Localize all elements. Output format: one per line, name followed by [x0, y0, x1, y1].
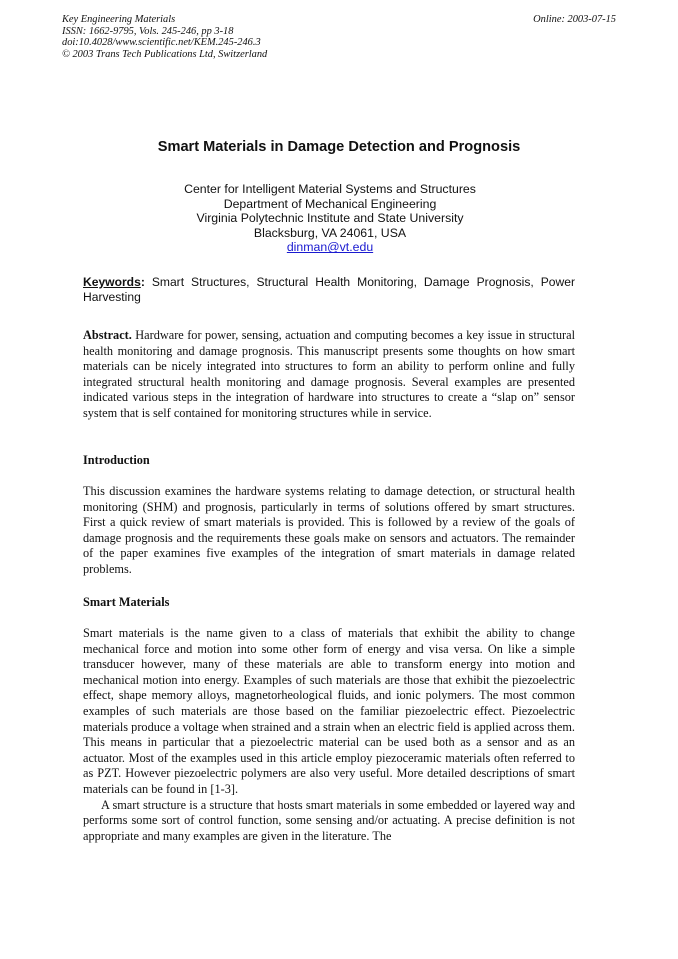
journal-copyright: © 2003 Trans Tech Publications Ltd, Switzerland: [62, 48, 268, 60]
online-date: Online: 2003-07-15: [533, 14, 616, 25]
abstract-text: Hardware for power, sensing, actuation and computing becomes a key issue in structural health monitoring and damage prognosis. This manuscript presents some thoughts on how smart materials can be nicely integrated into structures to form an ability to perform online and fully integrated structural health monitoring and damage prognosis. Several examples are presented indicated various steps in the integration of hardware into structures to create a “slap on” sensor system that is self contained for monitoring structures while in service.: [83, 328, 575, 420]
affiliation-university: Virginia Polytechnic Institute and State University: [196, 211, 464, 226]
smart-materials-section: [83, 626, 575, 844]
journal-issn: ISSN: 1662-9795, Vols. 245-246, pp 3-18: [62, 25, 234, 37]
affiliation-address: Blacksburg, VA 24061, USA: [253, 225, 407, 240]
abstract-section: [83, 328, 575, 422]
journal-header: [62, 14, 267, 60]
introduction-section: [83, 484, 575, 578]
smart-materials-paragraph-1: Smart materials is the name given to a class of materials that exhibit the ability to change mechanical force and motion into some other form of energy and visa versa. On like a simple transducer however, many of these materials are able to transform energy into motion and mechanical motion into energy. Examples of such materials are those that exhibit the piezoelectric effect, shape memory alloys, magnetorheological fluids, and ionic polymers. The most common examples of such materials are those based on the familiar piezoelectric effect. Piezoelectric materials produce a voltage when strained and a strain when an electric field is applied across them. This means in particular that a piezoelectric material can be used both as a sensor and as an actuator. Most of the examples used in this article employ piezoceramic materials often referred to as PZT. However piezoelectric polymers are also very useful. More detailed descriptions of smart materials can be found in [1-3].: [83, 626, 575, 796]
keywords-text: Smart Structures, Structural Health Monitoring, Damage Prognosis, Power Harvesting: [83, 275, 575, 304]
keywords-colon: :: [140, 275, 145, 289]
journal-name: Key Engineering Materials: [62, 14, 176, 25]
smart-materials-paragraph-2: A smart structure is a structure that hosts smart materials in some embedded or layered way and performs some sort of control function, some sensing and/or actuating. A precise definition is not appropriate and many examples are given in the literature. The: [83, 797, 575, 843]
smart-materials-heading: Smart Materials: [83, 595, 170, 609]
affiliation-center: Center for Intelligent Material Systems and Structures: [184, 182, 476, 196]
abstract-label: Abstract.: [83, 328, 132, 342]
journal-doi: doi:10.4028/www.scientific.net/KEM.245-246.3: [62, 37, 261, 48]
introduction-heading: Introduction: [83, 453, 150, 467]
paper-title: Smart Materials in Damage Detection and Prognosis: [157, 139, 521, 155]
keywords-label: Keywords: [83, 275, 141, 289]
affiliation-department: Department of Mechanical Engineering: [223, 196, 437, 211]
introduction-paragraph: This discussion examines the hardware systems relating to damage detection, or structural health monitoring (SHM) and prognosis, particularly in terms of solutions offered by smart structures. First a quick review of smart materials is provided. This is followed by a review of the goals of damage prognosis and the requirements these goals make on sensors and actuators. The remainder of the paper examines five examples of the integration of smart materials in damage related problems.: [83, 484, 575, 576]
keywords-section: [83, 275, 575, 305]
author-affiliation: [0, 182, 660, 255]
author-email-link[interactable]: dinman@vt.edu: [286, 240, 374, 255]
